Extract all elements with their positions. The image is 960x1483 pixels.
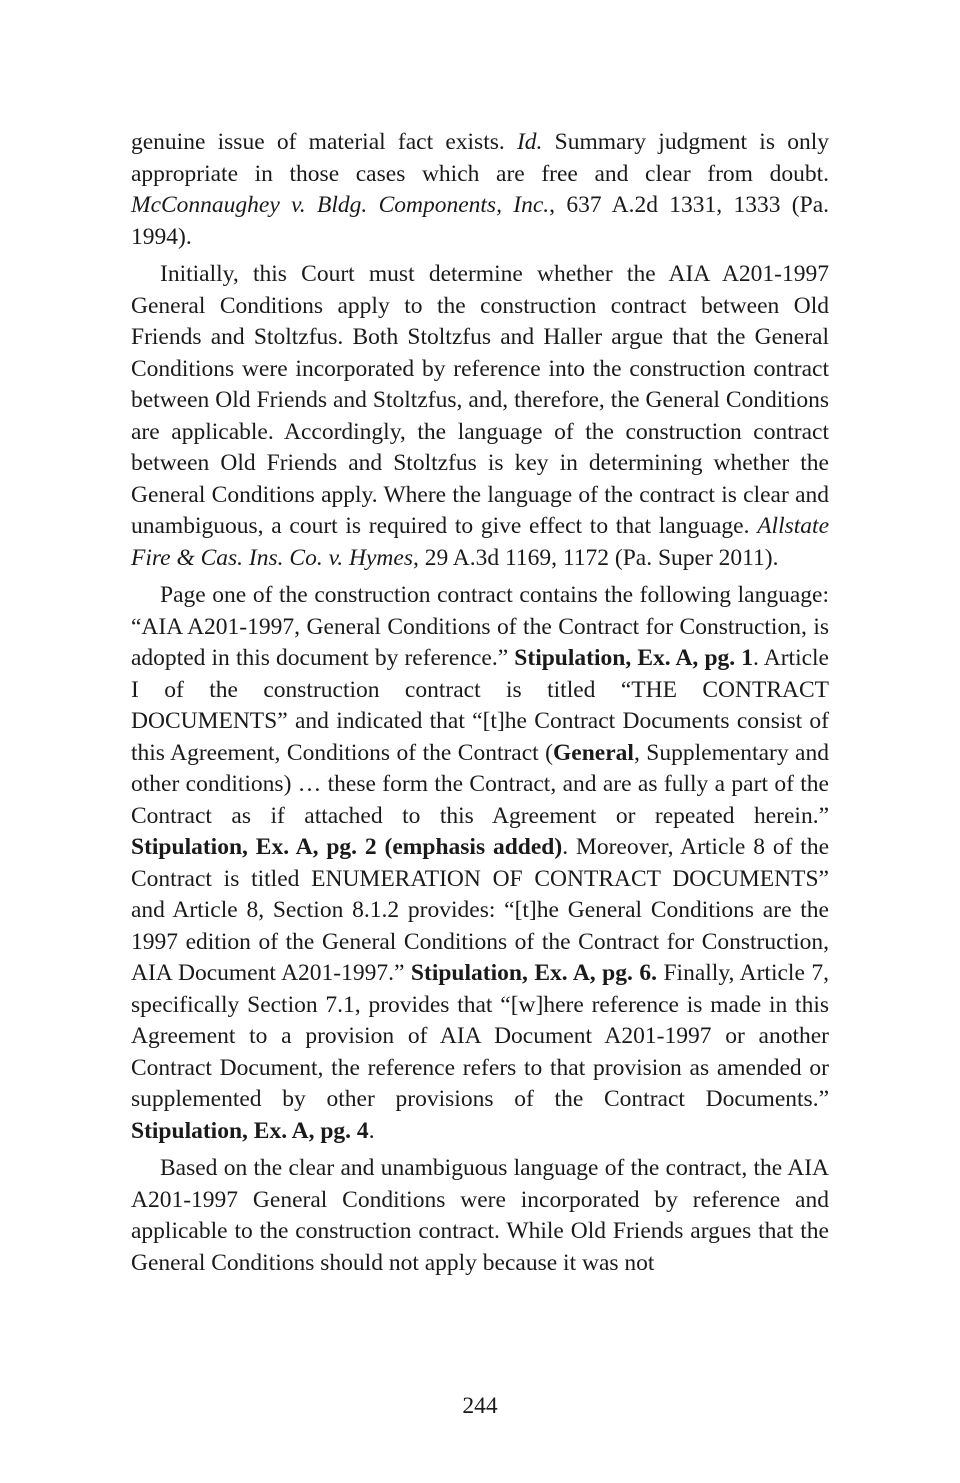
text-run: Finally, Article 7, specifically Section 7.1, provides that “[w]here reference is made in this Agreement to a provision of AIA Document A201-1997 or another Contract Document, the reference refers to that provision as amended or supplemented by other provisions of the Contract Documents.” [131, 960, 829, 1112]
text-run: . [368, 1117, 375, 1144]
paragraph-4 [131, 1153, 829, 1279]
text-run: Summary judgment is only appropriate in those cases which are free and clear from doubt. [131, 129, 829, 187]
text-run: Initially, this Court must determine whether the AIA A201-1997 General Conditions apply to the construction contract between Old Friends and Stoltzfus. Both Stoltzfus and Haller argue that the General Conditions were incorporated by reference into the construction contract between Old Friends and Stoltzfus, and, therefore, the General Conditions are applicable. Accordingly, the language of the construction contract between Old Friends and Stoltzfus is key in determining whether the General Conditions apply. Where the language of the contract is clear and unambiguous, a court is required to give effect to that language. [131, 261, 829, 539]
case-name: Allstate Fire & Cas. Ins. Co. v. Hymes [131, 513, 829, 571]
text-run: , 29 A.3d 1169, 1172 (Pa. Super 2011). [412, 544, 779, 571]
paragraph-1 [131, 127, 829, 253]
text-run: , Supplementary and other conditions) … these form the Contract, and are as fully a part of the Contract as if attached to this Agreement or repeated herein.” [131, 739, 829, 829]
text-run: Based on the clear and unambiguous language of the contract, the AIA A201-1997 General Conditions were incorporated by reference and applicable to the construction contract. While Old Friends argues that the General Conditions should not apply because it was not [131, 1155, 829, 1276]
page-number: 244 [462, 1393, 498, 1419]
stipulation-citation: Stipulation, Ex. A, pg. 2 (emphasis added) [131, 834, 563, 860]
citation-id: Id. [516, 129, 543, 155]
text-run: . Moreover, Article 8 of the Contract is titled ENUMERATION OF CONTRACT DOCUMENTS” and Article 8, Section 8.1.2 provides: “[t]he General Conditions are the 1997 edition of the General Conditions of the Contract for Construction, AIA Document A201-1997.” [131, 834, 829, 986]
body-text [131, 127, 829, 1285]
text-run: genuine issue of material fact exists. [131, 129, 517, 155]
paragraph-3 [131, 580, 829, 1147]
paragraph-2 [131, 259, 829, 574]
stipulation-citation: Stipulation, Ex. A, pg. 1 [514, 645, 754, 671]
emphasis-general: General [553, 739, 634, 766]
case-name: McConnaughey v. Bldg. Components, Inc. [131, 192, 550, 218]
text-run: . Article I of the construction contract is titled “THE CONTRACT DOCUMENTS” and indicated that “[t]he Contract Documents consist of this Agreement, Conditions of the Contract ( [131, 645, 829, 766]
text-run: , 637 A.2d 1331, 1333 (Pa. 1994). [131, 192, 830, 250]
text-run: Page one of the construction contract contains the following language: “AIA A201-1997, General Conditions of the Contract for Construction, is adopted in this document by reference.” [131, 582, 829, 671]
stipulation-citation: Stipulation, Ex. A, pg. 6. [410, 960, 657, 986]
stipulation-citation: Stipulation, Ex. A, pg. 4 [131, 1117, 369, 1144]
